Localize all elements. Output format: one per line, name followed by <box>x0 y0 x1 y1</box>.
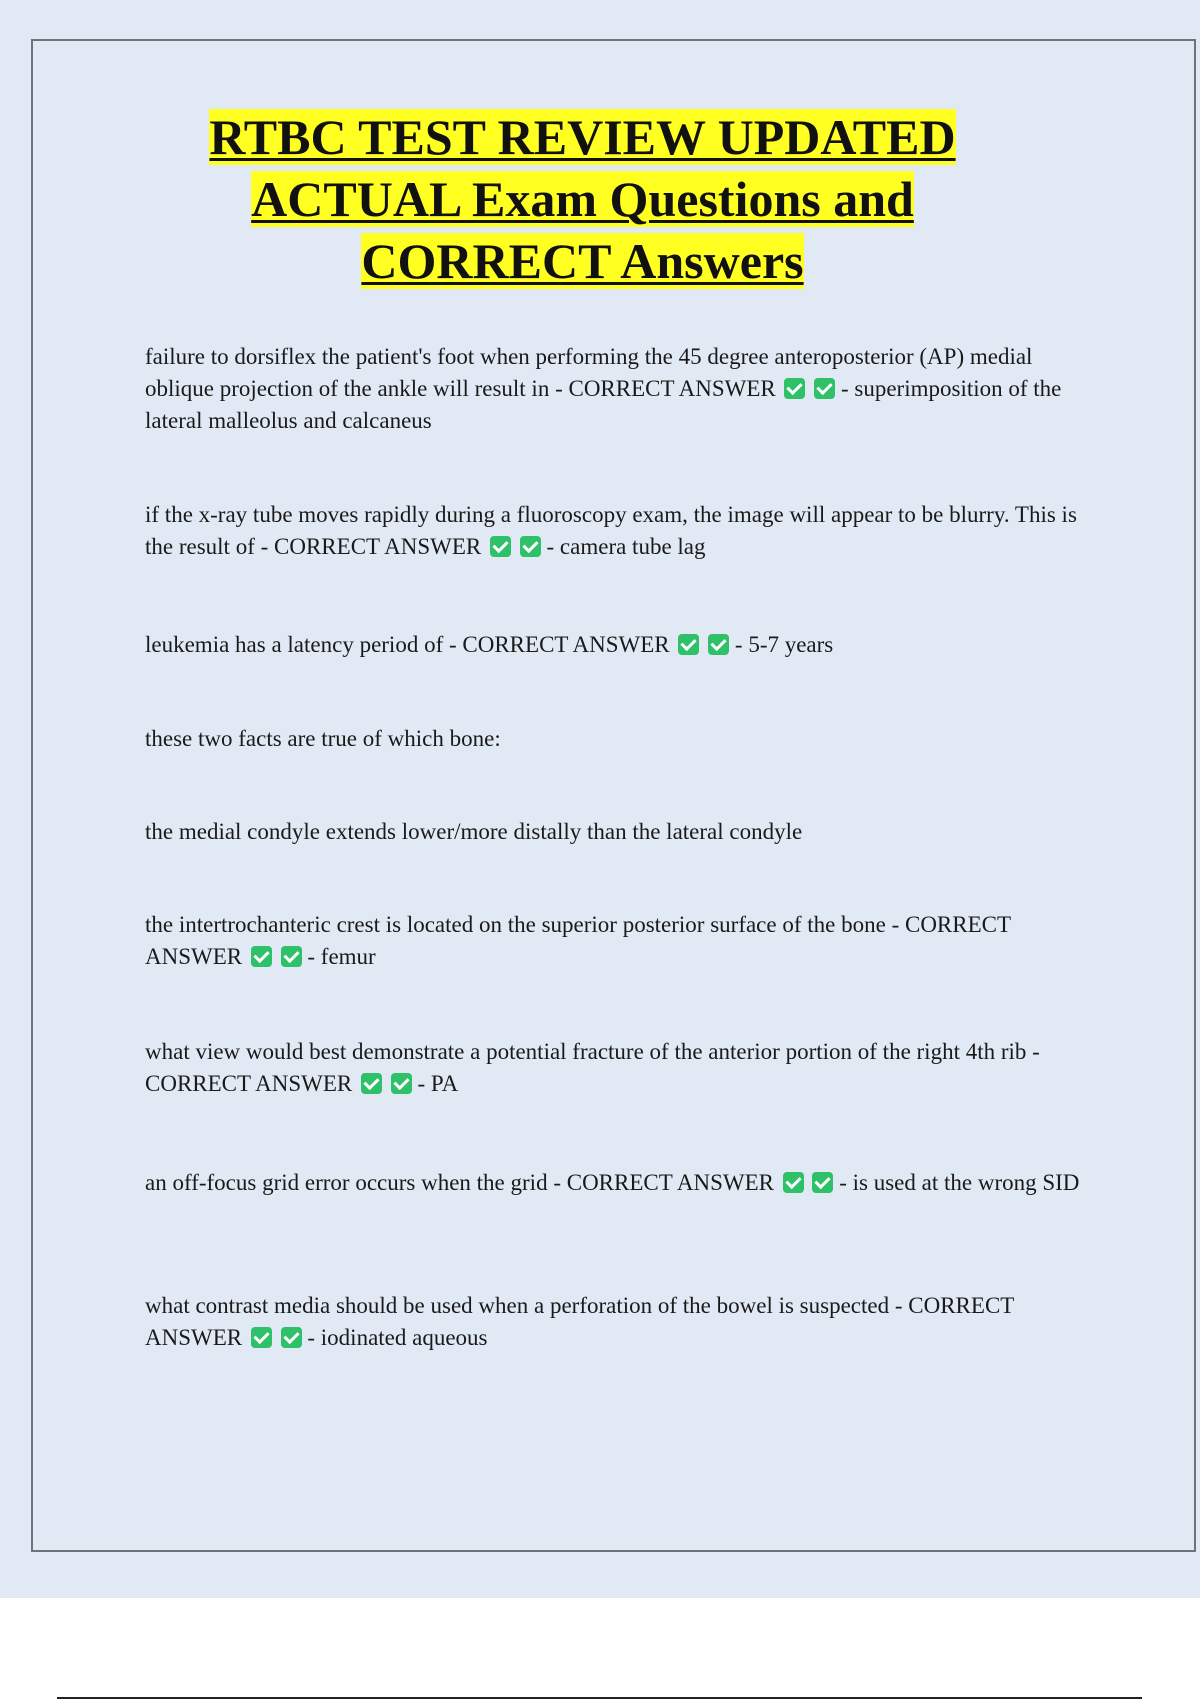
checkmark-icon <box>361 1073 382 1094</box>
answer-text: - iodinated aqueous <box>307 1325 488 1350</box>
checkmark-icon <box>814 378 835 399</box>
question-text: what view would best demonstrate a potential fracture of the anterior portion of the right 4th rib - CORRECT ANSWER <box>145 1039 1040 1096</box>
checkmark-icon <box>251 1327 272 1348</box>
checkmark-icon <box>490 536 511 557</box>
qa-item <box>145 909 1090 973</box>
qa-item <box>145 629 1090 661</box>
question-text: failure to dorsiflex the patient's foot when performing the 45 degree anteroposterior (AP) medial oblique projection of the ankle will result in - CORRECT ANSWER <box>145 344 1033 401</box>
checkmark-icon <box>708 634 729 655</box>
checkmark-icon <box>812 1172 833 1193</box>
question-text: an off-focus grid error occurs when the grid - CORRECT ANSWER <box>145 1170 774 1195</box>
answer-text: - 5-7 years <box>734 632 834 657</box>
statement-text: these two facts are true of which bone: <box>145 726 501 751</box>
question-text: the intertrochanteric crest is located on the superior posterior surface of the bone - CORRECT ANSWER <box>145 912 1011 969</box>
answer-text: - is used at the wrong SID <box>839 1170 1080 1195</box>
statement-text: the medial condyle extends lower/more distally than the lateral condyle <box>145 819 803 844</box>
answer-text: - superimposition of the lateral malleolus and calcaneus <box>145 376 1062 433</box>
qa-item <box>145 499 1090 563</box>
qa-item <box>145 1036 1090 1100</box>
question-text: what contrast media should be used when a perforation of the bowel is suspected - CORRECT ANSWER <box>145 1293 1014 1350</box>
qa-item <box>145 1167 1090 1199</box>
checkmark-icon <box>784 378 805 399</box>
answer-text: - PA <box>417 1071 459 1096</box>
checkmark-icon <box>281 1327 302 1348</box>
checkmark-icon <box>281 946 302 967</box>
question-text: if the x-ray tube moves rapidly during a fluoroscopy exam, the image will appear to be blurry. This is the result of - CORRECT ANSWER <box>145 502 1077 559</box>
qa-item <box>145 341 1090 437</box>
checkmark-icon <box>783 1172 804 1193</box>
checkmark-icon <box>678 634 699 655</box>
question-text: leukemia has a latency period of - CORRECT ANSWER <box>145 632 670 657</box>
checkmark-icon <box>391 1073 412 1094</box>
qa-item <box>145 1290 1090 1354</box>
footer-divider <box>57 1697 1142 1699</box>
document-title: RTBC TEST REVIEW UPDATED ACTUAL Exam Questions and CORRECT Answers <box>209 109 956 289</box>
checkmark-icon <box>520 536 541 557</box>
title-block <box>120 106 1045 292</box>
answer-text: - femur <box>307 944 376 969</box>
checkmark-icon <box>251 946 272 967</box>
answer-text: - camera tube lag <box>546 534 706 559</box>
